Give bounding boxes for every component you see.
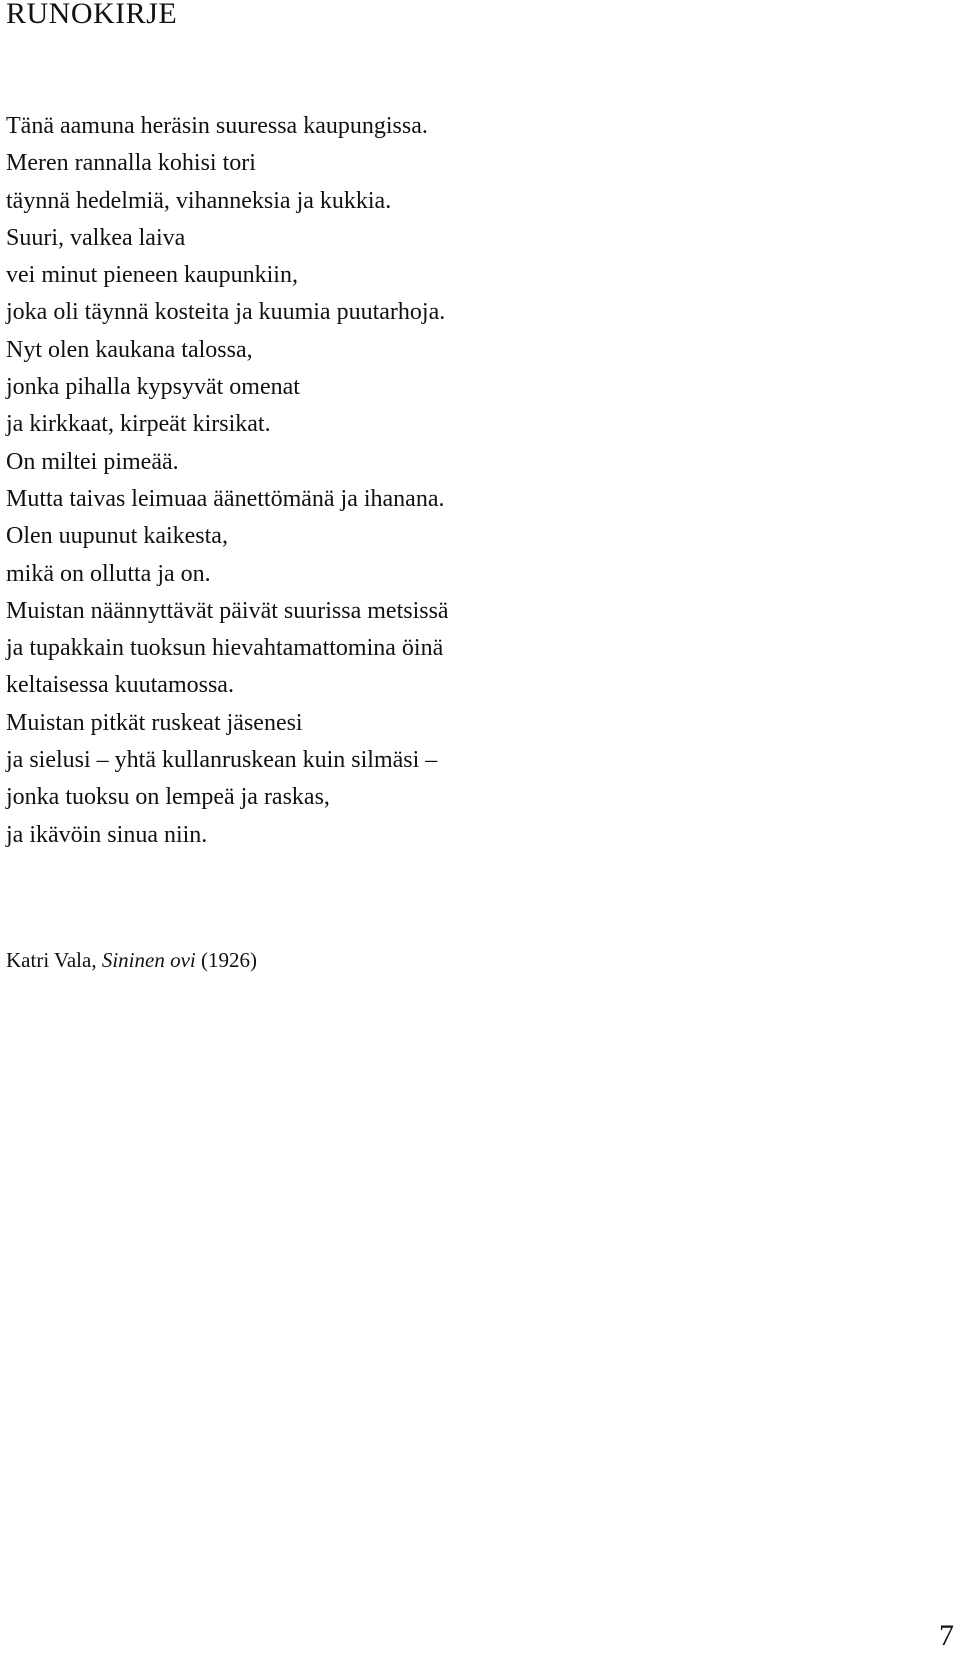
page-number: 7	[939, 1619, 954, 1652]
attribution-year: (1926)	[201, 948, 257, 972]
page-title: RUNOKIRJE	[6, 0, 178, 30]
poem-line: Mutta taivas leimuaa äänettömänä ja ihanana.	[6, 485, 445, 512]
poem-line: Nyt olen kaukana talossa,	[6, 336, 253, 363]
poem-line: ja ikävöin sinua niin.	[6, 821, 208, 848]
poem-line: keltaisessa kuutamossa.	[6, 672, 234, 699]
attribution-work: Sininen ovi	[101, 948, 196, 972]
poem-body	[6, 108, 449, 854]
attribution-author: Katri Vala,	[6, 948, 97, 972]
poem-line: ja sielusi – yhtä kullanruskean kuin silmäsi –	[6, 747, 438, 774]
poem-line: Meren rannalla kohisi tori	[6, 150, 256, 177]
poem-line: On miltei pimeää.	[6, 448, 179, 475]
poem-line: joka oli täynnä kosteita ja kuumia puutarhoja.	[6, 299, 446, 326]
poem-line: Muistan pitkät ruskeat jäsenesi	[6, 709, 303, 736]
poem-line: Olen uupunut kaikesta,	[6, 523, 228, 550]
poem-line: mikä on ollutta ja on.	[6, 560, 211, 587]
attribution	[6, 945, 257, 975]
poem-line: jonka pihalla kypsyvät omenat	[6, 374, 300, 401]
poem-line: Muistan näännyttävät päivät suurissa metsissä	[6, 597, 449, 624]
poem-line: Tänä aamuna heräsin suuressa kaupungissa.	[6, 113, 428, 139]
poem-line: Suuri, valkea laiva	[6, 224, 186, 251]
poem-line: täynnä hedelmiä, vihanneksia ja kukkia.	[6, 187, 392, 214]
poem-line: vei minut pieneen kaupunkiin,	[6, 262, 298, 289]
poem-line: jonka tuoksu on lempeä ja raskas,	[6, 784, 330, 811]
poem-line: ja kirkkaat, kirpeät kirsikat.	[6, 411, 271, 438]
poem-line: ja tupakkain tuoksun hievahtamattomina öinä	[6, 635, 444, 662]
